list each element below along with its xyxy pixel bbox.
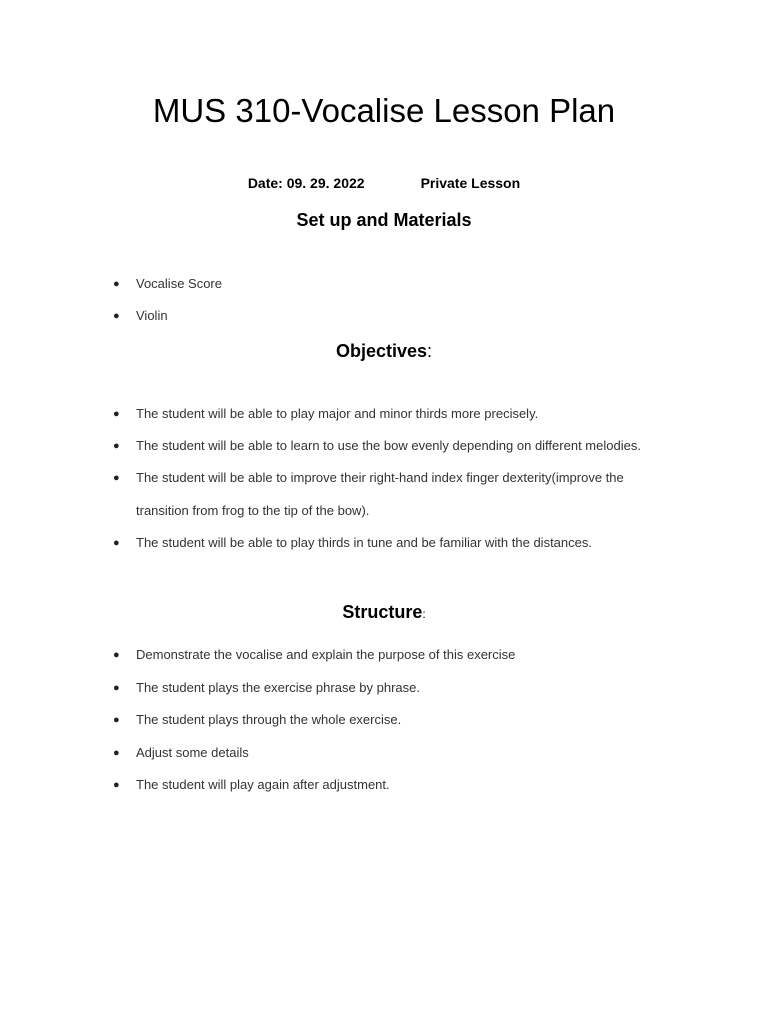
list-item-text: Demonstrate the vocalise and explain the purpose of this exercise	[136, 647, 516, 662]
objectives-list	[0, 406, 700, 567]
list-item	[0, 470, 700, 519]
structure-heading-colon: :	[422, 607, 426, 621]
bullet-icon: ●	[113, 714, 120, 726]
setup-heading	[0, 210, 768, 231]
list-item	[0, 712, 700, 728]
list-item-text: The student will be able to play major and minor thirds more precisely.	[136, 406, 539, 421]
list-item	[0, 535, 700, 551]
list-item-continuation: transition from frog to the tip of the bow).	[136, 503, 370, 518]
objectives-heading-colon: :	[427, 341, 433, 361]
list-item	[0, 745, 700, 761]
list-item	[0, 406, 700, 422]
structure-heading	[0, 602, 768, 623]
document-title: MUS 310-Vocalise Lesson Plan	[152, 92, 616, 129]
bullet-icon: ●	[113, 746, 120, 759]
list-item-text: The student will be able to improve their right-hand index finger dexterity(improve the	[136, 470, 624, 485]
lesson-date: Date: 09. 29. 2022	[247, 175, 365, 191]
bullet-icon: ●	[113, 472, 120, 484]
bullet-icon: ●	[113, 681, 120, 694]
bullet-icon: ●	[113, 440, 120, 452]
list-item	[0, 647, 700, 663]
objectives-heading	[0, 341, 768, 362]
lesson-type: Private Lesson	[420, 175, 521, 191]
bullet-icon: ●	[113, 779, 120, 791]
list-item-text: The student plays the exercise phrase by phrase.	[136, 679, 420, 695]
list-item	[0, 438, 700, 454]
lesson-meta	[0, 175, 768, 191]
bullet-icon: ●	[113, 310, 120, 322]
list-item	[0, 777, 700, 793]
list-item	[0, 276, 700, 292]
list-item-text: Violin	[136, 308, 168, 323]
setup-heading-text: Set up and Materials	[296, 210, 472, 230]
structure-heading-text: Structure	[342, 602, 423, 622]
list-item-text: Vocalise Score	[136, 276, 222, 291]
structure-list	[0, 647, 700, 810]
bullet-icon: ●	[113, 278, 120, 290]
bullet-icon: ●	[113, 408, 120, 420]
list-item-text: The student will be able to learn to use the bow evenly depending on different melodies.	[136, 438, 641, 453]
bullet-icon: ●	[113, 537, 120, 549]
list-item-text: The student will be able to play thirds in tune and be familiar with the distances.	[136, 535, 592, 550]
bullet-icon: ●	[113, 649, 120, 661]
list-item-text: The student plays through the whole exercise.	[136, 712, 402, 727]
list-item-text: The student will play again after adjustment.	[136, 777, 390, 792]
list-item-text: Adjust some details	[136, 744, 249, 760]
list-item	[0, 680, 700, 696]
setup-list	[0, 276, 700, 340]
list-item	[0, 308, 700, 324]
objectives-heading-text: Objectives	[335, 341, 428, 361]
